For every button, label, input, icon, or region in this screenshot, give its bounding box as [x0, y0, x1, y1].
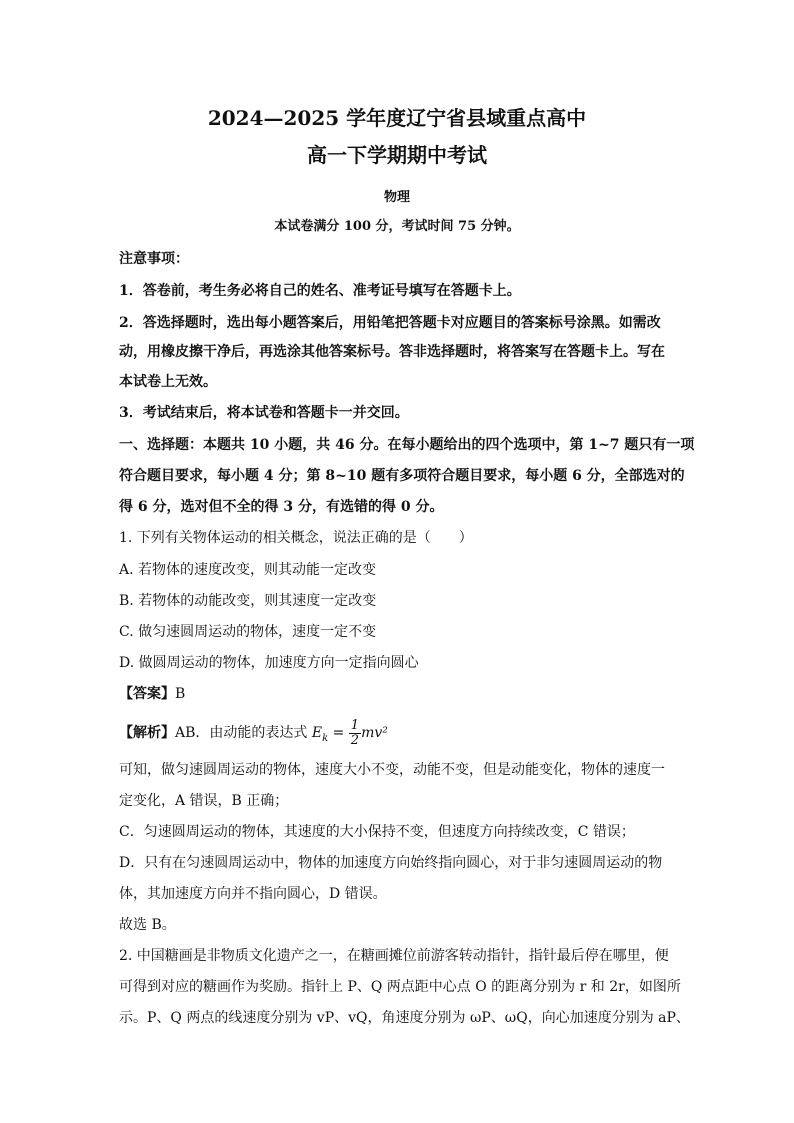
answer-value: B [175, 686, 186, 702]
kinetic-energy-formula: $E_k$ = $\frac{1}{2}$ mv² [311, 717, 388, 748]
note-2-line-2: 动，用橡皮擦干净后，再选涂其他答案标号。答非选择题时，将答案写在答题卡上。写在 [119, 344, 665, 360]
exam-info: 本试卷满分 100 分，考试时间 75 分钟。 [274, 219, 520, 234]
analysis-line-2: 定变化，A 错误，B 正确； [119, 793, 289, 809]
question-1-option-d: D. 做圆周运动的物体，加速度方向一定指向圆心 [119, 655, 419, 671]
analysis-line-4: D．只有在匀速圆周运动中，物体的加速度方向始终指向圆心，对于非匀速圆周运动的物 [119, 855, 663, 871]
section-1-line-2: 符合题目要求，每小题 4 分；第 8~10 题有多项符合题目要求，每小题 6 分，全部选对的 [119, 468, 685, 484]
section-1-line-1: 一、选择题：本题共 10 小题，共 46 分。在每小题给出的四个选项中，第 1~7 题只有一项 [119, 437, 695, 453]
answer-tag: 【答案】 [119, 686, 175, 702]
analysis-line-6: 故选 B。 [119, 917, 176, 933]
note-3: 3．考试结束后，将本试卷和答题卡一并交回。 [119, 405, 409, 421]
analysis-line-3: C．匀速圆周运动的物体，其速度的大小保持不变，但速度方向持续改变，C 错误； [119, 824, 635, 840]
analysis-line-1: 可知，做匀速圆周运动的物体，速度大小不变，动能不变，但是动能变化，物体的速度一 [119, 762, 665, 778]
question-2-line-1: 2. 中国糖画是非物质文化遗产之一，在糖画摊位前游客转动指针，指针最后停在哪里，便 [119, 948, 669, 964]
section-1-line-3: 得 6 分，选对但不全的得 3 分，有选错的得 0 分。 [119, 499, 444, 515]
notes-heading: 注意事项： [119, 251, 189, 267]
question-1-option-b: B. 若物体的动能改变，则其速度一定改变 [119, 593, 377, 609]
analysis-tag: 【解析】 [119, 725, 175, 741]
question-2-line-2: 可得到对应的糖画作为奖励。指针上 P、Q 两点距中心点 O 的距离分别为 r 和 2r，如图所 [119, 979, 681, 995]
exam-subtitle: 高一下学期期中考试 [307, 143, 487, 167]
question-1-analysis-intro [119, 718, 388, 754]
question-2-line-3: 示。P、Q 两点的线速度分别为 vP、vQ，角速度分别为 ωP、ωQ，向心加速度分别为 aP、 [119, 1010, 690, 1026]
note-2-line-1: 2．答选择题时，选出每小题答案后，用铅笔把答题卡对应题目的答案标号涂黑。如需改 [119, 315, 661, 331]
exam-title: 2024—2025 学年度辽宁省县域重点高中 [207, 106, 587, 130]
question-1-option-a: A. 若物体的速度改变，则其动能一定改变 [119, 562, 377, 578]
note-1: 1．答卷前，考生务必将自己的姓名、准考证号填写在答题卡上。 [119, 283, 521, 299]
subject-label: 物理 [383, 190, 410, 205]
note-2-line-3: 本试卷上无效。 [119, 374, 217, 390]
question-1-option-c: C. 做匀速圆周运动的物体，速度一定不变 [119, 624, 377, 640]
analysis-intro-text: AB．由动能的表达式 [175, 725, 308, 741]
question-1-stem: 1. 下列有关物体运动的相关概念，说法正确的是（ ） [119, 530, 473, 546]
question-1-answer [119, 684, 185, 704]
analysis-line-5: 体，其加速度方向并不指向圆心，D 错误。 [119, 886, 387, 902]
